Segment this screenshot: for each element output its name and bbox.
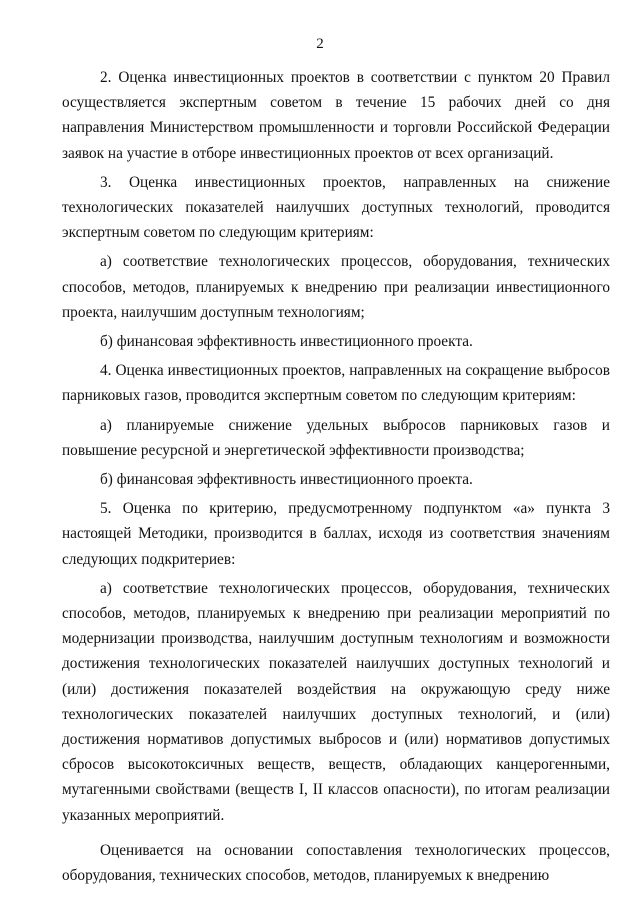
paragraph-evaluation-basis: Оценивается на основании сопоставления технологических процессов, оборудования, технических способов, методов, планируемых к внедрению <box>62 841 610 885</box>
paragraph-5a-subcriterion: а) соответствие технологических процессов, оборудования, технических способов, методов, планируемых к внедрению при реализации мероприятий по модернизации производства, наилучшим доступным технологиям и возможности достижения технологических показателей наилучших доступных технологий и (или) достижения показателей воздействия на окружающую среду ниже технологических показателей наилучших доступных технологий, и (или) достижения нормативов допустимых выбросов и (или) нормативов допустимых сбросов высокотоксичных веществ, веществ, обладающих канцерогенными, мутагенными свойствами (веществ I, II классов опасности), по итогам реализации указанных мероприятий. <box>62 579 610 824</box>
paragraph-3-criteria-intro: 3. Оценка инвестиционных проектов, направленных на снижение технологических показателей наилучших доступных технологий, проводится экспертным советом по следующим критериям: <box>62 173 610 242</box>
paragraph-2-expert-council-timing: 2. Оценка инвестиционных проектов в соответствии с пунктом 20 Правил осуществляется экспертным советом в течение 15 рабочих дней со дня направления Министерством промышленности и торговли Российской Федерации заявок на участие в отборе инвестиционных проектов от всех организаций. <box>62 69 610 162</box>
paragraph-5-scoring-intro: 5. Оценка по критерию, предусмотренному подпунктом «а» пункта 3 настоящей Методики, производится в баллах, исходя из соответствия значениям следующих подкритериев: <box>62 500 610 568</box>
paragraph-4b-financial-efficiency: б) финансовая эффективность инвестиционного проекта. <box>100 471 473 489</box>
page-number: 2 <box>316 36 324 52</box>
paragraph-4a-emissions-reduction: а) планируемые снижение удельных выбросов парниковых газов и повышение ресурсной и энергетической эффективности производства; <box>62 416 610 459</box>
paragraph-3b-financial-efficiency: б) финансовая эффективность инвестиционного проекта. <box>100 333 473 351</box>
paragraph-4-greenhouse-criteria-intro: 4. Оценка инвестиционных проектов, направленных на сокращение выбросов парниковых газов, проводится экспертным советом по следующим критериям: <box>62 362 610 405</box>
paragraph-3a-technology-compliance: а) соответствие технологических процессов, оборудования, технических способов, методов, планируемых к внедрению при реализации инвестиционного проекта, наилучшим доступным технологиям; <box>62 253 610 321</box>
document-body <box>62 65 610 888</box>
